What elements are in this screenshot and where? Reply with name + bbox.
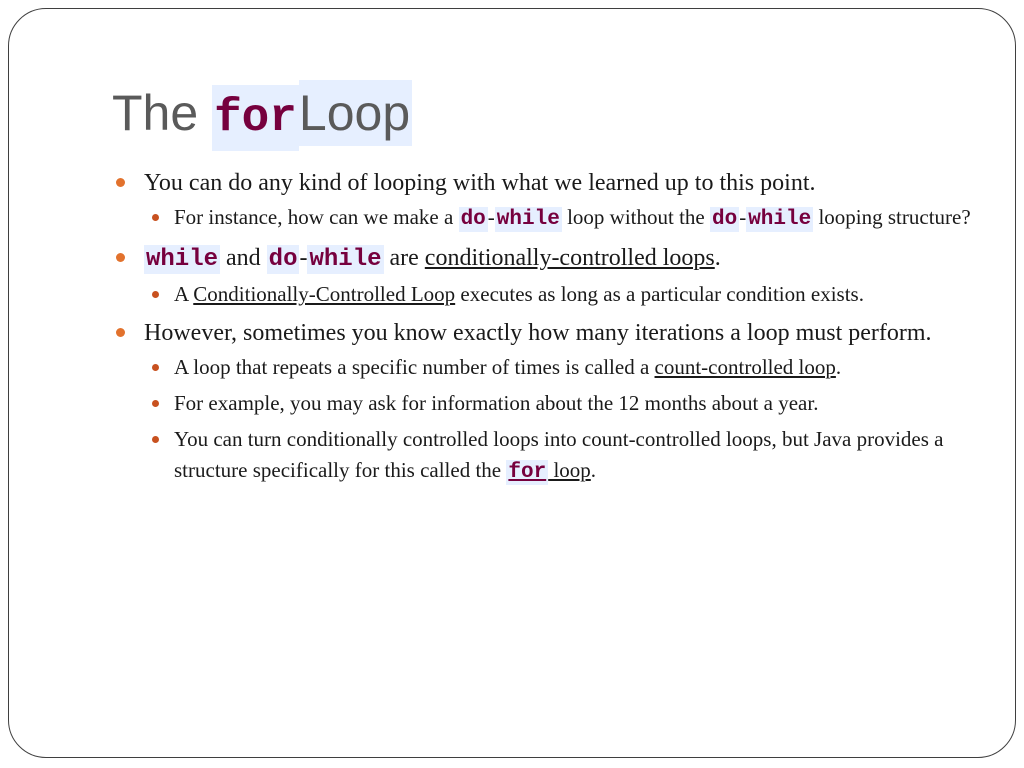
code-keyword: do <box>460 208 486 231</box>
sub-bullet-text: looping structure? <box>813 205 971 229</box>
sub-bullet-text: . <box>835 355 842 379</box>
title-suffix: Loop <box>299 80 412 146</box>
sub-bullet-item <box>144 352 974 383</box>
title-prefix: The <box>112 85 213 141</box>
bullet-text: . <box>714 245 721 271</box>
bullet-text: However, sometimes you know exactly how many iterations a loop must perform. <box>144 320 932 346</box>
slide-title <box>112 80 412 146</box>
sub-bullet-dot-icon <box>152 400 159 407</box>
code-keyword: do <box>711 208 738 231</box>
code-keyword: while <box>146 246 219 273</box>
sub-bullet-text: loop without the <box>561 205 710 229</box>
dash: - <box>487 205 495 229</box>
link-conditionally-controlled-loop[interactable]: Conditionally-Controlled Loop <box>193 282 456 306</box>
sub-bullet-text: executes as long as a particular condition exists. <box>455 282 864 306</box>
sub-bullet-dot-icon <box>152 364 159 371</box>
slide-content <box>114 166 974 494</box>
sub-bullet-text: For example, you may ask for information about the 12 months about a year. <box>174 391 819 415</box>
bullet-dot-icon <box>116 328 125 337</box>
code-keyword: while <box>748 208 812 231</box>
bullet-item <box>114 316 974 488</box>
sub-bullet-item <box>144 202 974 235</box>
title-keyword: for <box>212 85 299 151</box>
sub-bullet-list <box>144 279 974 310</box>
code-keyword: while <box>309 246 382 273</box>
sub-bullet-text: . <box>590 458 597 482</box>
code-keyword: do <box>268 246 298 273</box>
bullet-text: are <box>383 245 425 271</box>
sub-bullet-text: A <box>174 282 194 306</box>
sub-bullet-dot-icon <box>152 436 159 443</box>
dash: - <box>299 245 308 271</box>
bullet-dot-icon <box>116 253 125 262</box>
sub-bullet-item <box>144 424 974 488</box>
bullet-item <box>114 241 974 310</box>
sub-bullet-text: A loop that repeats a specific number of times is called a <box>174 355 655 379</box>
sub-bullet-list <box>144 202 974 235</box>
sub-bullet-item <box>144 388 974 419</box>
sub-bullet-list <box>144 352 974 488</box>
code-keyword: for <box>508 461 547 484</box>
sub-bullet-item <box>144 279 974 310</box>
sub-bullet-dot-icon <box>152 291 159 298</box>
bullet-text: You can do any kind of looping with what we learned up to this point. <box>144 170 816 196</box>
link-conditionally-controlled-loops[interactable]: conditionally-controlled loops <box>424 245 715 271</box>
sub-bullet-text: You can turn conditionally controlled loops into count-controlled loops, but Java provides a structure specifically for this called the <box>174 427 944 482</box>
link-count-controlled-loop[interactable]: count-controlled loop <box>654 355 836 379</box>
dash: - <box>739 205 747 229</box>
bullet-dot-icon <box>116 178 125 187</box>
bullet-text: and <box>220 245 267 271</box>
sub-bullet-text: For instance, how can we make a <box>174 205 459 229</box>
bullet-item <box>114 166 974 235</box>
link-for-loop[interactable]: loop <box>548 458 591 482</box>
sub-bullet-dot-icon <box>152 214 159 221</box>
bullet-list <box>114 166 974 488</box>
code-keyword: while <box>496 208 560 231</box>
